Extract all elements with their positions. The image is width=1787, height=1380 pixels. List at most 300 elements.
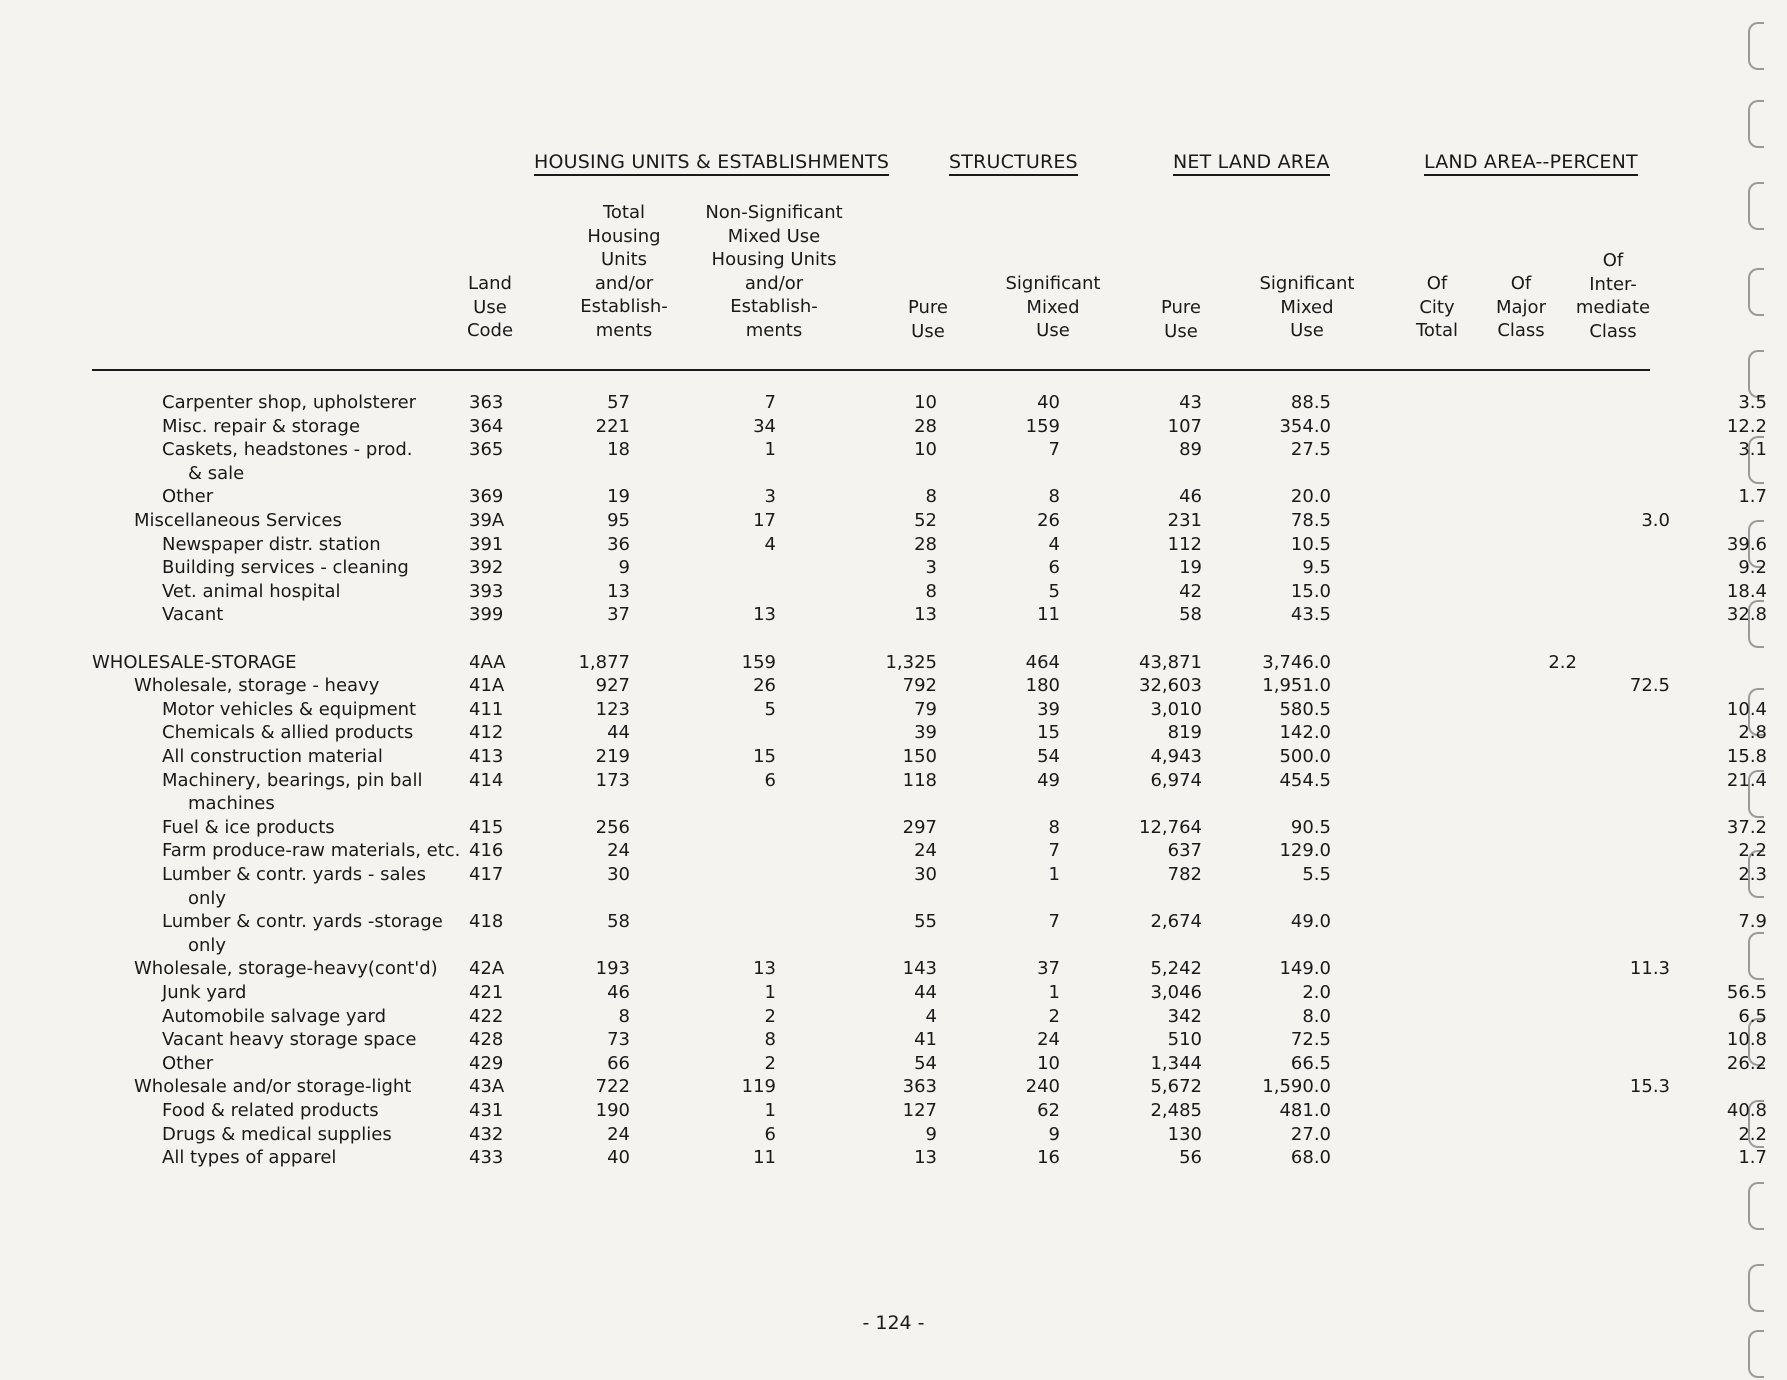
cell-total: 19	[607, 486, 630, 508]
row-label: Wholesale and/or storage-light	[134, 1076, 412, 1098]
cell-s-pure: 297	[902, 816, 937, 838]
row-label: Wholesale, storage-heavy(cont'd)	[134, 958, 438, 980]
cell-n-sig: 142.0	[1279, 722, 1331, 744]
cell-total: 722	[595, 1076, 630, 1098]
cell-inter: 6.5	[1738, 1005, 1767, 1027]
cell-code: 393	[469, 580, 504, 602]
cell-nonsig: 1	[764, 1100, 776, 1121]
cell-nonsig: 1	[764, 982, 776, 1003]
cell-code: 41A	[469, 675, 505, 697]
cell-nonsig: 13	[753, 604, 776, 626]
cell-n-pure: 130	[1167, 1123, 1202, 1145]
cell-total: 24	[607, 840, 630, 862]
row-label: Wholesale, storage - heavy	[134, 675, 380, 697]
cell-total: 13	[607, 580, 630, 602]
table-row	[0, 1028, 1787, 1052]
cell-major: 72.5	[1629, 675, 1670, 697]
cell-s-pure: 8	[925, 486, 937, 508]
cell-s-pure: 10	[914, 439, 937, 461]
group-header-housing: HOUSING UNITS & ESTABLISHMENTS	[534, 151, 889, 176]
cell-code: 412	[469, 722, 504, 744]
row-label: Automobile salvage yard	[162, 1005, 387, 1027]
cell-total: 221	[595, 415, 630, 437]
row-label: Newspaper distr. station	[162, 533, 381, 555]
cell-s-sig: 16	[1037, 1147, 1060, 1169]
cell-s-pure: 13	[914, 604, 937, 626]
row-label: Vacant heavy storage space	[162, 1029, 417, 1051]
cell-n-sig: 72.5	[1290, 1029, 1331, 1051]
cell-n-pure: 342	[1167, 1005, 1202, 1027]
cell-total: 57	[607, 392, 630, 413]
cell-n-sig: 2.0	[1302, 982, 1331, 1003]
cell-s-sig: 10	[1037, 1052, 1060, 1074]
cell-s-sig: 180	[1025, 675, 1060, 697]
cell-nonsig: 17	[753, 510, 776, 531]
page-number: - 124 -	[862, 1312, 925, 1334]
cell-n-pure: 43	[1179, 392, 1202, 413]
cell-s-pure: 363	[902, 1076, 937, 1098]
cell-inter: 9.2	[1738, 557, 1767, 579]
row-label: Drugs & medical supplies	[162, 1123, 392, 1145]
table-row	[0, 651, 1787, 675]
table-row	[0, 816, 1787, 840]
cell-total: 190	[595, 1100, 630, 1121]
cell-inter: 2.2	[1738, 1123, 1767, 1145]
cell-s-sig: 159	[1025, 415, 1060, 437]
cell-n-pure: 4,943	[1150, 746, 1202, 767]
cell-n-sig: 481.0	[1279, 1100, 1331, 1121]
cell-nonsig: 1	[764, 439, 776, 461]
cell-s-pure: 44	[914, 982, 937, 1003]
cell-inter: 39.6	[1726, 533, 1767, 555]
row-label: Motor vehicles & equipment	[162, 698, 417, 720]
cell-s-sig: 49	[1037, 769, 1060, 791]
cell-s-sig: 15	[1037, 722, 1060, 744]
cell-total: 95	[607, 510, 630, 531]
cell-s-pure: 143	[902, 958, 937, 980]
cell-s-pure: 13	[914, 1147, 937, 1169]
cell-total: 24	[607, 1123, 630, 1145]
cell-code: 411	[469, 698, 504, 720]
cell-nonsig: 7	[764, 392, 776, 413]
cell-total: 37	[607, 604, 630, 626]
cell-code: 418	[469, 911, 504, 933]
cell-n-pure: 5,242	[1150, 958, 1202, 980]
table-row	[0, 910, 1787, 934]
cell-n-sig: 354.0	[1279, 415, 1331, 437]
cell-n-sig: 78.5	[1290, 510, 1331, 531]
cell-major: 11.3	[1629, 958, 1670, 980]
cell-n-sig: 15.0	[1290, 580, 1331, 602]
cell-s-sig: 24	[1037, 1029, 1060, 1051]
column-header-of-intermediate-class: Of Inter- mediate Class	[1575, 250, 1651, 342]
cell-n-sig: 500.0	[1279, 746, 1331, 767]
cell-s-pure: 54	[914, 1052, 937, 1074]
cell-n-sig: 10.5	[1290, 533, 1331, 555]
cell-s-sig: 9	[1048, 1123, 1060, 1145]
row-label: Other	[162, 1052, 214, 1074]
row-label: only	[188, 934, 227, 956]
cell-n-pure: 107	[1167, 415, 1202, 437]
cell-nonsig: 6	[764, 769, 776, 791]
cell-total: 1,877	[578, 651, 630, 673]
cell-n-pure: 12,764	[1139, 816, 1202, 838]
cell-code: 392	[469, 557, 504, 579]
cell-s-sig: 8	[1048, 486, 1060, 508]
cell-nonsig: 13	[753, 958, 776, 980]
cell-n-sig: 49.0	[1290, 911, 1331, 933]
cell-code: 4AA	[469, 651, 506, 673]
cell-s-pure: 118	[902, 769, 937, 791]
cell-s-pure: 79	[914, 698, 937, 720]
cell-s-sig: 240	[1025, 1076, 1060, 1098]
row-label: Vet. animal hospital	[162, 580, 341, 602]
cell-s-sig: 7	[1048, 439, 1060, 461]
cell-s-sig: 464	[1025, 651, 1060, 673]
cell-inter: 15.8	[1726, 746, 1767, 767]
column-header-land-significant: Significant Mixed Use	[1259, 273, 1355, 341]
cell-n-pure: 19	[1179, 557, 1202, 579]
table-row	[0, 745, 1787, 769]
cell-total: 9	[618, 557, 630, 579]
cell-total: 193	[595, 958, 630, 980]
row-label: Caskets, headstones - prod.	[162, 439, 413, 461]
cell-inter: 2.3	[1738, 864, 1767, 885]
cell-s-pure: 4	[925, 1005, 937, 1027]
row-label: only	[188, 887, 227, 909]
cell-code: 43A	[469, 1076, 505, 1098]
table-row	[0, 1146, 1787, 1170]
cell-n-sig: 20.0	[1290, 486, 1331, 508]
cell-s-sig: 7	[1048, 840, 1060, 862]
table-row	[0, 509, 1787, 533]
cell-n-pure: 46	[1179, 486, 1202, 508]
cell-inter: 7.9	[1738, 911, 1767, 933]
cell-n-pure: 42	[1179, 580, 1202, 602]
cell-s-sig: 1	[1048, 982, 1060, 1003]
cell-s-sig: 6	[1048, 557, 1060, 579]
cell-n-sig: 68.0	[1290, 1147, 1331, 1169]
row-label: Food & related products	[162, 1100, 379, 1121]
cell-s-pure: 1,325	[885, 651, 937, 673]
cell-total: 46	[607, 982, 630, 1003]
cell-nonsig: 4	[764, 533, 776, 555]
cell-s-sig: 7	[1048, 911, 1060, 933]
cell-n-pure: 6,974	[1150, 769, 1202, 791]
cell-nonsig: 8	[764, 1029, 776, 1051]
column-header-total-housing-units: Total Housing Units and/or Establish- ments	[580, 202, 668, 341]
row-label: Chemicals & allied products	[162, 722, 414, 744]
group-header-structures: STRUCTURES	[949, 151, 1078, 176]
cell-s-pure: 127	[902, 1100, 937, 1121]
cell-s-pure: 55	[914, 911, 937, 933]
cell-inter: 18.4	[1726, 580, 1767, 602]
table-row	[0, 981, 1787, 1005]
table-row	[0, 580, 1787, 604]
cell-code: 421	[469, 982, 504, 1003]
cell-total: 173	[595, 769, 630, 791]
binder-ring	[1748, 22, 1764, 70]
cell-code: 399	[469, 604, 504, 626]
cell-s-pure: 41	[914, 1029, 937, 1051]
cell-s-sig: 39	[1037, 698, 1060, 720]
table-row	[0, 769, 1787, 793]
cell-n-sig: 66.5	[1290, 1052, 1331, 1074]
row-label: Miscellaneous Services	[134, 510, 342, 531]
cell-n-pure: 43,871	[1139, 651, 1202, 673]
cell-inter: 1.7	[1738, 486, 1767, 508]
cell-nonsig: 3	[764, 486, 776, 508]
group-header-net-land-area: NET LAND AREA	[1173, 151, 1330, 176]
cell-s-sig: 62	[1037, 1100, 1060, 1121]
row-label: All types of apparel	[162, 1147, 337, 1169]
cell-total: 73	[607, 1029, 630, 1051]
cell-nonsig: 5	[764, 698, 776, 720]
cell-n-sig: 580.5	[1279, 698, 1331, 720]
cell-s-pure: 28	[914, 533, 937, 555]
cell-nonsig: 34	[753, 415, 776, 437]
table-row	[0, 721, 1787, 745]
cell-s-pure: 8	[925, 580, 937, 602]
cell-total: 256	[595, 816, 630, 838]
row-label: machines	[188, 793, 275, 815]
binder-ring	[1748, 268, 1764, 316]
table-row	[0, 792, 1787, 816]
cell-n-sig: 1,590.0	[1262, 1076, 1331, 1098]
cell-n-sig: 149.0	[1279, 958, 1331, 980]
cell-city: 2.2	[1548, 651, 1577, 673]
cell-s-pure: 28	[914, 415, 937, 437]
table-row	[0, 674, 1787, 698]
cell-inter: 2.2	[1738, 840, 1767, 862]
cell-s-pure: 10	[914, 392, 937, 413]
cell-n-sig: 88.5	[1290, 392, 1331, 413]
cell-n-sig: 1,951.0	[1262, 675, 1331, 697]
cell-n-sig: 27.5	[1290, 439, 1331, 461]
table-row	[0, 1052, 1787, 1076]
cell-total: 18	[607, 439, 630, 461]
cell-nonsig: 159	[741, 651, 776, 673]
cell-n-pure: 56	[1179, 1147, 1202, 1169]
cell-code: 365	[469, 439, 504, 461]
cell-n-pure: 3,010	[1150, 698, 1202, 720]
row-label: Carpenter shop, upholsterer	[162, 392, 417, 413]
row-label: All construction material	[162, 746, 383, 767]
cell-inter: 12.2	[1726, 415, 1767, 437]
cell-nonsig: 6	[764, 1123, 776, 1145]
table-row	[0, 462, 1787, 486]
cell-total: 219	[595, 746, 630, 767]
cell-s-pure: 792	[902, 675, 937, 697]
cell-code: 415	[469, 816, 504, 838]
cell-code: 363	[469, 392, 504, 413]
cell-nonsig: 2	[764, 1005, 776, 1027]
binder-ring	[1748, 1330, 1764, 1378]
cell-n-pure: 782	[1167, 864, 1202, 885]
table-row	[0, 839, 1787, 863]
cell-inter: 2.8	[1738, 722, 1767, 744]
row-label: Machinery, bearings, pin ball	[162, 769, 423, 791]
cell-s-pure: 150	[902, 746, 937, 767]
column-header-of-city-total: Of City Total	[1415, 273, 1459, 341]
cell-inter: 32.8	[1726, 604, 1767, 626]
cell-s-sig: 40	[1037, 392, 1060, 413]
row-label: WHOLESALE-STORAGE	[92, 651, 297, 673]
cell-code: 416	[469, 840, 504, 862]
row-label: Other	[162, 486, 214, 508]
table-row	[0, 485, 1787, 509]
cell-n-pure: 819	[1167, 722, 1202, 744]
cell-total: 36	[607, 533, 630, 555]
cell-inter: 3.1	[1738, 439, 1767, 461]
cell-code: 42A	[469, 958, 505, 980]
cell-n-sig: 5.5	[1302, 864, 1331, 885]
cell-n-sig: 129.0	[1279, 840, 1331, 862]
cell-s-sig: 11	[1037, 604, 1060, 626]
cell-s-pure: 30	[914, 864, 937, 885]
table-row	[0, 1005, 1787, 1029]
binder-ring	[1748, 1182, 1764, 1230]
cell-inter: 10.4	[1726, 698, 1767, 720]
cell-code: 432	[469, 1123, 504, 1145]
binder-ring	[1748, 100, 1764, 148]
cell-total: 66	[607, 1052, 630, 1074]
cell-n-sig: 9.5	[1302, 557, 1331, 579]
cell-total: 927	[595, 675, 630, 697]
cell-s-sig: 4	[1048, 533, 1060, 555]
cell-inter: 21.4	[1726, 769, 1767, 791]
table-row	[0, 934, 1787, 958]
cell-n-sig: 454.5	[1279, 769, 1331, 791]
row-label: Lumber & contr. yards -storage	[162, 911, 443, 933]
column-header-structures-pure-use: Pure Use	[907, 297, 949, 342]
cell-nonsig: 15	[753, 746, 776, 767]
group-header-land-area-percent: LAND AREA--PERCENT	[1424, 151, 1638, 176]
cell-n-sig: 90.5	[1290, 816, 1331, 838]
cell-s-sig: 1	[1048, 864, 1060, 885]
cell-n-sig: 43.5	[1290, 604, 1331, 626]
cell-total: 44	[607, 722, 630, 744]
cell-code: 428	[469, 1029, 504, 1051]
table-row	[0, 391, 1787, 415]
row-label: Junk yard	[162, 982, 247, 1003]
table-row	[0, 438, 1787, 462]
cell-total: 30	[607, 864, 630, 885]
cell-code: 433	[469, 1147, 504, 1169]
table-row	[0, 887, 1787, 911]
cell-inter: 10.8	[1726, 1029, 1767, 1051]
table-row	[0, 603, 1787, 627]
table-row	[0, 556, 1787, 580]
row-label: Fuel & ice products	[162, 816, 335, 838]
cell-n-pure: 510	[1167, 1029, 1202, 1051]
cell-code: 413	[469, 746, 504, 767]
cell-total: 40	[607, 1147, 630, 1169]
cell-nonsig: 2	[764, 1052, 776, 1074]
column-header-structures-significant: Significant Mixed Use	[1005, 273, 1101, 341]
cell-s-pure: 24	[914, 840, 937, 862]
table-row	[0, 1123, 1787, 1147]
cell-n-pure: 2,674	[1150, 911, 1202, 933]
cell-s-pure: 39	[914, 722, 937, 744]
cell-code: 391	[469, 533, 504, 555]
cell-nonsig: 11	[753, 1147, 776, 1169]
column-header-land-use-code: Land Use Code	[466, 273, 514, 341]
cell-s-sig: 54	[1037, 746, 1060, 767]
cell-code: 429	[469, 1052, 504, 1074]
cell-code: 364	[469, 415, 504, 437]
cell-s-pure: 9	[925, 1123, 937, 1145]
cell-n-pure: 5,672	[1150, 1076, 1202, 1098]
table-row	[0, 1075, 1787, 1099]
cell-n-sig: 3,746.0	[1262, 651, 1331, 673]
row-label: Building services - cleaning	[162, 557, 409, 579]
cell-n-pure: 89	[1179, 439, 1202, 461]
cell-major: 15.3	[1629, 1076, 1670, 1098]
cell-inter: 40.8	[1726, 1100, 1767, 1121]
cell-n-pure: 2,485	[1150, 1100, 1202, 1121]
cell-s-sig: 8	[1048, 816, 1060, 838]
cell-total: 8	[618, 1005, 630, 1027]
cell-inter: 1.7	[1738, 1147, 1767, 1169]
cell-code: 414	[469, 769, 504, 791]
column-header-land-pure-use: Pure Use	[1160, 297, 1202, 342]
cell-code: 431	[469, 1100, 504, 1121]
cell-n-pure: 112	[1167, 533, 1202, 555]
cell-s-sig: 26	[1037, 510, 1060, 531]
cell-n-pure: 1,344	[1150, 1052, 1202, 1074]
table-row	[0, 415, 1787, 439]
cell-n-pure: 32,603	[1139, 675, 1202, 697]
cell-inter: 56.5	[1726, 982, 1767, 1003]
cell-s-sig: 5	[1048, 580, 1060, 602]
cell-total: 58	[607, 911, 630, 933]
cell-s-sig: 37	[1037, 958, 1060, 980]
table-row	[0, 627, 1787, 651]
row-label: Farm produce-raw materials, etc.	[162, 840, 461, 862]
table-row	[0, 863, 1787, 887]
row-label: Misc. repair & storage	[162, 415, 361, 437]
table-row	[0, 533, 1787, 557]
table-row	[0, 1099, 1787, 1123]
cell-inter: 37.2	[1726, 816, 1767, 838]
cell-n-pure: 3,046	[1150, 982, 1202, 1003]
cell-total: 123	[595, 698, 630, 720]
row-label: Lumber & contr. yards - sales	[162, 864, 426, 885]
cell-major: 3.0	[1641, 510, 1670, 531]
cell-inter: 3.5	[1738, 392, 1767, 413]
cell-inter: 26.2	[1726, 1052, 1767, 1074]
cell-s-sig: 2	[1048, 1005, 1060, 1027]
header-rule	[92, 369, 1650, 371]
table-row	[0, 698, 1787, 722]
cell-nonsig: 119	[741, 1076, 776, 1098]
cell-n-pure: 231	[1167, 510, 1202, 531]
binder-ring	[1748, 1264, 1764, 1312]
column-header-of-major-class: Of Major Class	[1496, 273, 1546, 341]
cell-code: 417	[469, 864, 504, 885]
column-header-non-significant: Non-Significant Mixed Use Housing Units and/or Establish- ments	[705, 202, 843, 341]
cell-s-pure: 52	[914, 510, 937, 531]
cell-n-sig: 8.0	[1302, 1005, 1331, 1027]
table-row	[0, 957, 1787, 981]
binder-ring	[1748, 182, 1764, 230]
cell-code: 422	[469, 1005, 504, 1027]
cell-code: 39A	[469, 510, 505, 531]
cell-s-pure: 3	[925, 557, 937, 579]
cell-nonsig: 26	[753, 675, 776, 697]
row-label: & sale	[188, 462, 245, 484]
